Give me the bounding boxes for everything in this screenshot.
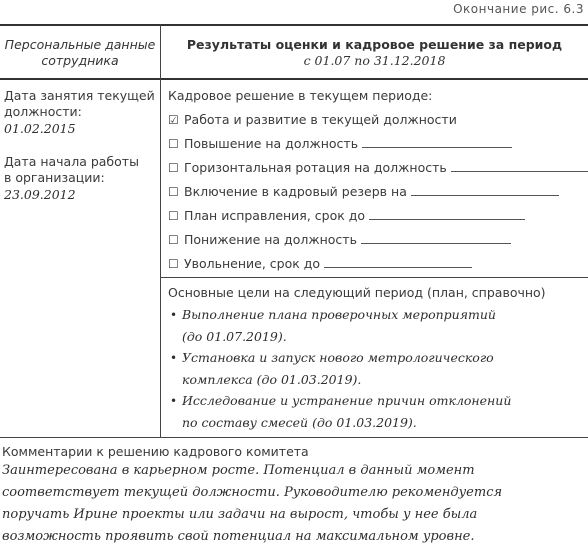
decision-goals-divider: [161, 277, 588, 278]
evaluation-table: [0, 24, 588, 559]
position-date-label-1: Дата занятия текущей: [4, 88, 155, 103]
figure-caption: Окончание рис. 6.3: [453, 2, 584, 16]
decision-option-4: [168, 184, 559, 200]
header-left-line1: Персональные данные: [4, 37, 156, 52]
goals-title: Основные цели на следующий период (план, справочно): [168, 285, 546, 300]
checkbox-icon: ☐: [168, 185, 179, 199]
goal-text: (до 01.07.2019).: [182, 329, 287, 344]
decision-option-label: Горизонтальная ротация на должность: [184, 160, 447, 175]
goal-item-1-cont: [170, 326, 580, 347]
comment-line-1: Заинтересована в карьерном росте. Потенциал в данный момент: [2, 463, 475, 478]
checkbox-icon: ☐: [168, 257, 179, 271]
goals-list: [170, 304, 580, 433]
goal-text: комплекса (до 01.03.2019).: [182, 372, 362, 387]
org-start-label-2: в организации:: [4, 170, 105, 185]
goal-text: Установка и запуск нового метрологического: [182, 350, 494, 365]
goal-item-2: [170, 347, 580, 369]
header-results: [161, 37, 588, 69]
checkbox-icon: ☐: [168, 137, 179, 151]
goal-text: по составу смесей (до 01.03.2019).: [182, 415, 417, 430]
position-date-label-2: должности:: [4, 104, 82, 119]
comment-line-4: возможность проявить свой потенциал на максимальном уровне.: [2, 529, 475, 544]
fill-in-line: [362, 136, 512, 148]
goal-item-3-cont: [170, 412, 580, 433]
comment-line-2: соответствует текущей должности. Руководителю рекомендуется: [2, 485, 503, 500]
position-date-value: 01.02.2015: [4, 121, 76, 136]
checkbox-icon: ☐: [168, 233, 179, 247]
header-right-line1: Результаты оценки и кадровое решение за период: [186, 37, 563, 52]
column-divider: [160, 24, 161, 437]
header-right-line2: с 01.07 по 31.12.2018: [303, 53, 446, 68]
fill-in-line: [451, 160, 588, 172]
decision-option-7: [168, 256, 472, 272]
decision-option-3: [168, 160, 588, 176]
fill-in-line: [361, 232, 511, 244]
decision-option-1: [168, 112, 457, 128]
checkbox-checked-icon: ☑: [168, 113, 179, 127]
fill-in-line: [411, 184, 559, 196]
bullet-icon: •: [170, 394, 178, 408]
checkbox-icon: ☐: [168, 161, 179, 175]
decision-title: Кадровое решение в текущем периоде:: [168, 88, 433, 103]
org-start-label-1: Дата начала работы: [4, 154, 139, 169]
comment-line-3: поручать Ирине проекты или задачи на вырост, чтобы у нее была: [2, 507, 478, 522]
goal-text: Исследование и устранение причин отклонений: [182, 393, 512, 408]
bullet-icon: •: [170, 351, 178, 365]
fill-in-line: [369, 208, 525, 220]
decision-option-label: Понижение на должность: [184, 232, 357, 247]
header-personal-data: [0, 37, 160, 69]
decision-option-label: Повышение на должность: [184, 136, 359, 151]
goal-item-3: [170, 390, 580, 412]
decision-option-label: План исправления, срок до: [184, 208, 366, 223]
decision-option-label: Работа и развитие в текущей должности: [184, 112, 457, 127]
fill-in-line: [324, 256, 472, 268]
header-left-line2: сотрудника: [41, 53, 119, 68]
decision-option-5: [168, 208, 525, 224]
decision-option-label: Увольнение, срок до: [184, 256, 321, 271]
checkbox-icon: ☐: [168, 209, 179, 223]
goal-item-1: [170, 304, 580, 326]
org-start-value: 23.09.2012: [4, 187, 76, 202]
comments-title: Комментарии к решению кадрового комитета: [2, 444, 309, 459]
decision-option-label: Включение в кадровый резерв на: [184, 184, 407, 199]
table-top-border: [0, 24, 588, 26]
decision-option-6: [168, 232, 511, 248]
comments-top-border: [0, 437, 588, 438]
goal-item-2-cont: [170, 369, 580, 390]
goal-text: Выполнение плана проверочных мероприятий: [182, 307, 496, 322]
header-bottom-border: [0, 78, 588, 80]
bullet-icon: •: [170, 308, 178, 322]
decision-option-2: [168, 136, 512, 152]
